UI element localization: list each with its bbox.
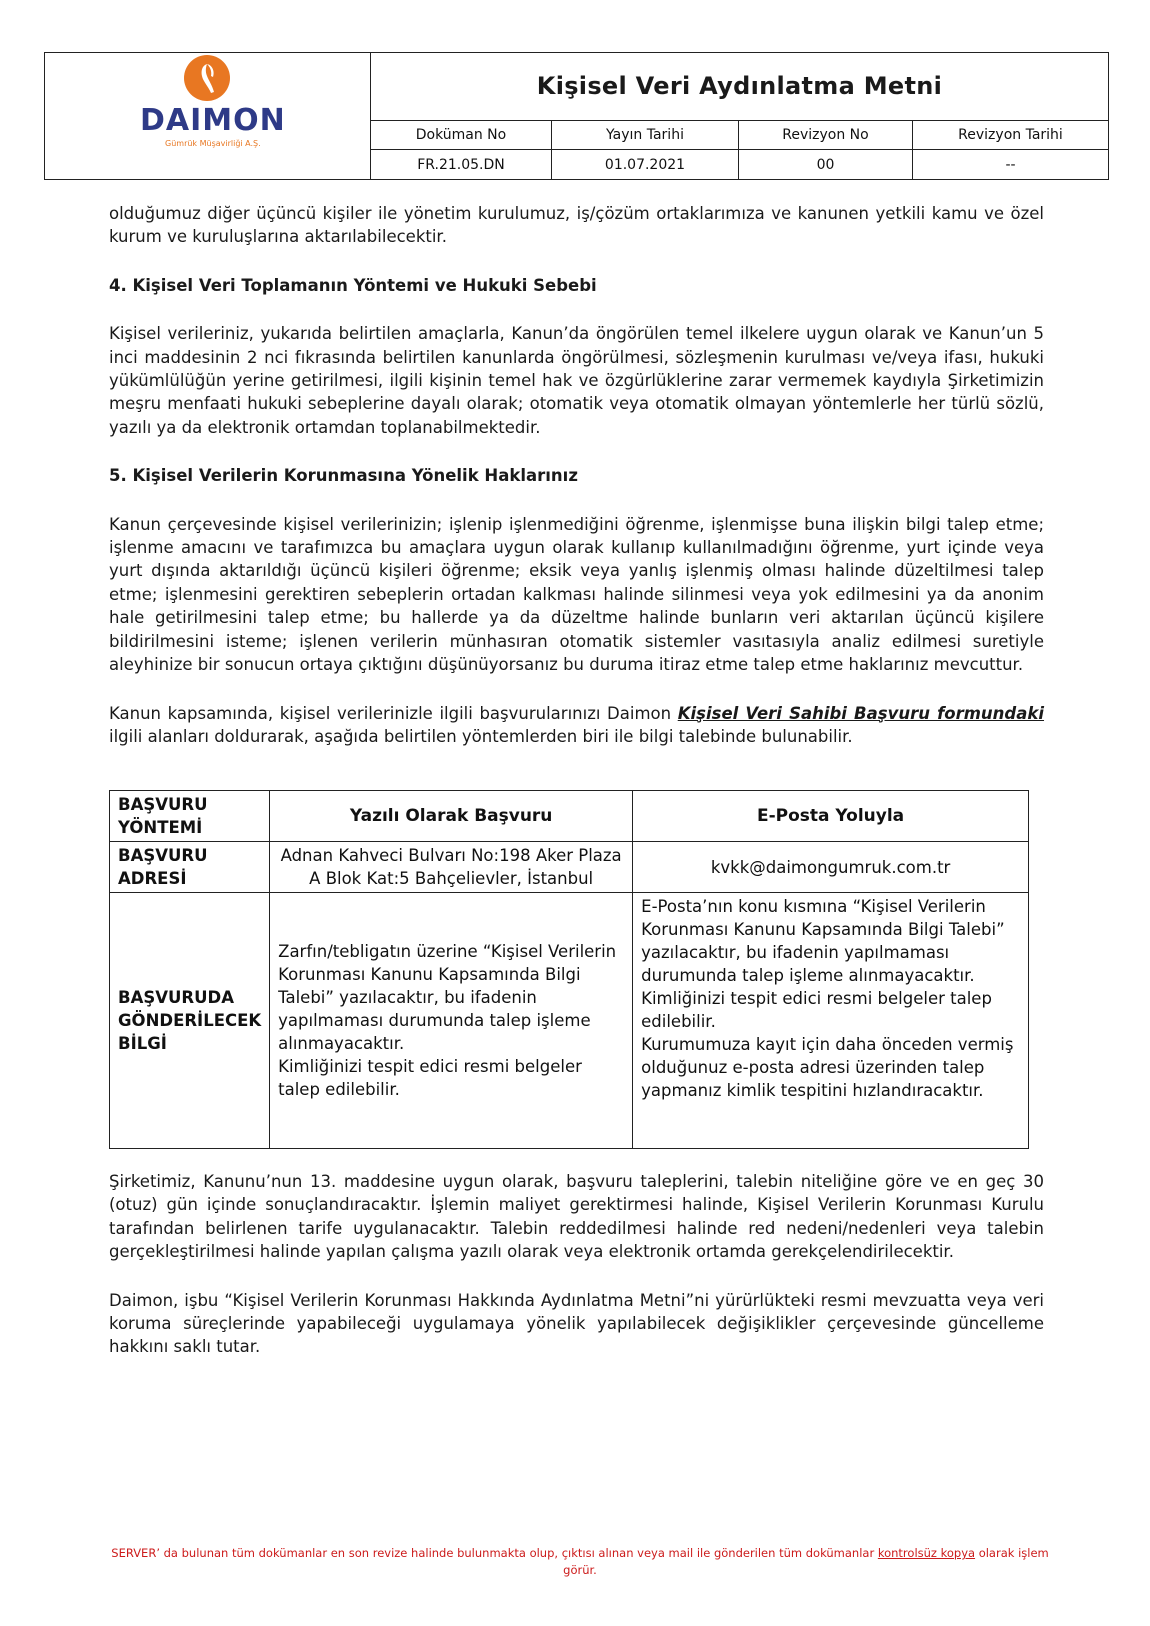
body-content (109, 202, 1044, 748)
section-5-heading: 5. Kişisel Verilerin Korunmasına Yönelik Haklarınız (109, 466, 578, 486)
table-row (110, 893, 1029, 1149)
application-text-before: Kanun kapsamında, kişisel verilerinizle ilgili başvurularınızı Daimon (109, 703, 678, 723)
revision-date-label: Revizyon Tarihi (958, 127, 1063, 144)
application-text-after: ilgili alanları doldurarak, aşağıda belirtilen yöntemlerden biri ile bilgi talebinde bulunabilir. (109, 726, 853, 746)
document-title: Kişisel Veri Aydınlatma Metni (371, 53, 1108, 121)
written-info-text: Zarfın/tebligatın üzerine “Kişisel Verilerin Korunması Kanunu Kapsamında Bilgi Talebi” yazılacaktır, bu ifadenin yapılmaması durumunda talep işleme alınmayacaktır. (278, 942, 617, 1053)
application-methods-table (109, 790, 1029, 1149)
logo-wordmark: DAIMON (140, 103, 286, 138)
document-header (44, 52, 1109, 180)
table-row (110, 842, 1029, 893)
revision-no-value: 00 (739, 150, 913, 179)
table-row (110, 791, 1029, 842)
doc-no-value: FR.21.05.DN (371, 150, 552, 179)
postal-address: Adnan Kahveci Bulvarı No:198 Aker Plaza A Blok Kat:5 Bahçelievler, İstanbul (270, 842, 633, 893)
method-label: BAŞVURU YÖNTEMİ (110, 791, 270, 842)
closing-paragraph-2: Daimon, işbu “Kişisel Verilerin Korunması Hakkında Aydınlatma Metni”ni yürürlükteki resmi mevzuatta veya veri koruma süreçlerinde yapabileceği uygulamaya yönelik yapılabilecek değişiklikler çerçevesinde güncelleme hakkını saklı tutar. (109, 1290, 1044, 1357)
address-label: BAŞVURU ADRESİ (110, 842, 270, 893)
footer-underlined: kontrolsüz kopya (877, 1546, 976, 1560)
section-5-paragraph: Kanun çerçevesinde kişisel verilerinizin; işlenip işlenmediğini öğrenme, işlenmişse buna ilişkin bilgi talep etme; işlenme amacını ve tarafımızca bu amaçlara uygun olarak kullanıp kullanılmadığını öğrenme, yurt içinde veya yurt dışında aktarıldığı üçüncü kişileri öğrenme; eksik veya yanlış işlenmiş olması halinde düzeltilmesi talep etme; işlenmesini gerektiren sebeplerin ortadan kalkması halinde silinmesi veya yok edilmesini ya da anonim hale getirilmesini talep etme; bu hallerde ya da düzeltme halinde bunların veri aktarılan üçüncü kişilere bildirilmesini isteme; işlenen verilerin münhasıran otomatik sistemler vasıtasıyla analiz edilmesi suretiyle aleyhinize bir sonucun ortaya çıktığını düşünüyorsanız bu duruma itiraz etme talep etme haklarınız mevcuttur. (109, 514, 1044, 675)
email-registered-text: Kurumumuza kayıt için daha önceden vermiş olduğunuz e-posta adresi üzerinden talep yapmanız kimlik tespitini hızlandıracaktır. (641, 1035, 1014, 1100)
written-application-header: Yazılı Olarak Başvuru (270, 791, 633, 842)
email-info-cell (633, 893, 1029, 1149)
header-labels-row (371, 121, 1108, 150)
footer-text-after: olarak işlem görür. (563, 1546, 1049, 1577)
revision-date-value: -- (1005, 156, 1016, 173)
intro-paragraph: olduğumuz diğer üçüncü kişiler ile yönetim kurulumuz, iş/çözüm ortaklarımıza ve kanunen yetkili kamu ve özel kurum ve kuruluşlarına aktarılabilecektir. (109, 204, 1044, 247)
publish-date-value: 01.07.2021 (552, 150, 739, 179)
section-4-heading: 4. Kişisel Veri Toplamanın Yöntemi ve Hukuki Sebebi (109, 275, 597, 295)
written-id-text: Kimliğinizi tespit edici resmi belgeler talep edilebilir. (278, 1057, 582, 1099)
revision-no-label: Revizyon No (739, 121, 913, 150)
closing-content (109, 1170, 1044, 1359)
logo-subtitle: Gümrük Müşavirliği A.Ş. (165, 139, 261, 148)
email-id-text: Kimliğinizi tespit edici resmi belgeler talep edilebilir. (641, 989, 992, 1031)
written-info-cell (270, 893, 633, 1149)
application-paragraph (109, 702, 1044, 749)
application-form-link[interactable]: Kişisel Veri Sahibi Başvuru formundaki (677, 703, 1045, 723)
closing-paragraph-1: Şirketimiz, Kanunu’nun 13. maddesine uygun olarak, başvuru taleplerini, talebin niteliğine göre ve en geç 30 (otuz) gün içinde sonuçlandıracaktır. İşlemin maliyet gerektirmesi halinde, Kişisel Verilerin Korunması Kurulu tarafından belirlenen tarife uygulanacaktır. Talebin reddedilmesi halinde red nedeni/nedenleri veya talebin gerçekleştirilmesi halinde yapılan çalışma yazılı olarak veya elektronik ortamda gerekçelendirilecektir. (109, 1172, 1044, 1262)
logo-emblem-icon (184, 55, 230, 101)
footer-text-before: SERVER’ da bulunan tüm dokümanlar en son revize halinde bulunmakta olup, çıktısı alınan veya mail ile gönderilen tüm dokümanlar (111, 1546, 878, 1560)
email-application-header: E-Posta Yoluyla (633, 791, 1029, 842)
email-info-text: E-Posta’nın konu kısmına “Kişisel Verilerin Korunması Kanunu Kapsamında Bilgi Talebi” yazılacaktır, bu ifadenin yapılmaması durumunda talep işleme alınmayacaktır. (641, 897, 1005, 985)
doc-no-label: Doküman No (371, 121, 552, 150)
section-4-paragraph: Kişisel verileriniz, yukarıda belirtilen amaçlarla, Kanun’da öngörülen temel ilkelere uygun olarak ve Kanun’un 5 inci maddesinin 2 nci fıkrasında belirtilen kanunlarda öngörülmesi, sözleşmenin kurulması ve/veya ifası, hukuki yükümlülüğün yerine getirilmesi, ilgili kişinin temel hak ve özgürlüklerine zarar vermemek kaydıyla Şirketimizin meşru menfaati hukuki sebeplerine dayalı olarak; otomatik veya otomatik olmayan yöntemlerle her türlü sözlü, yazılı ya da elektronik ortamdan toplanabilmektedir. (109, 324, 1044, 437)
company-logo (45, 53, 371, 179)
email-address: kvkk@daimongumruk.com.tr (633, 842, 1029, 893)
info-to-send-label: BAŞVURUDA GÖNDERİLECEK BİLGİ (110, 893, 270, 1149)
header-values-row (371, 149, 1108, 179)
publish-date-label: Yayın Tarihi (552, 121, 739, 150)
document-footer (100, 1545, 1060, 1579)
